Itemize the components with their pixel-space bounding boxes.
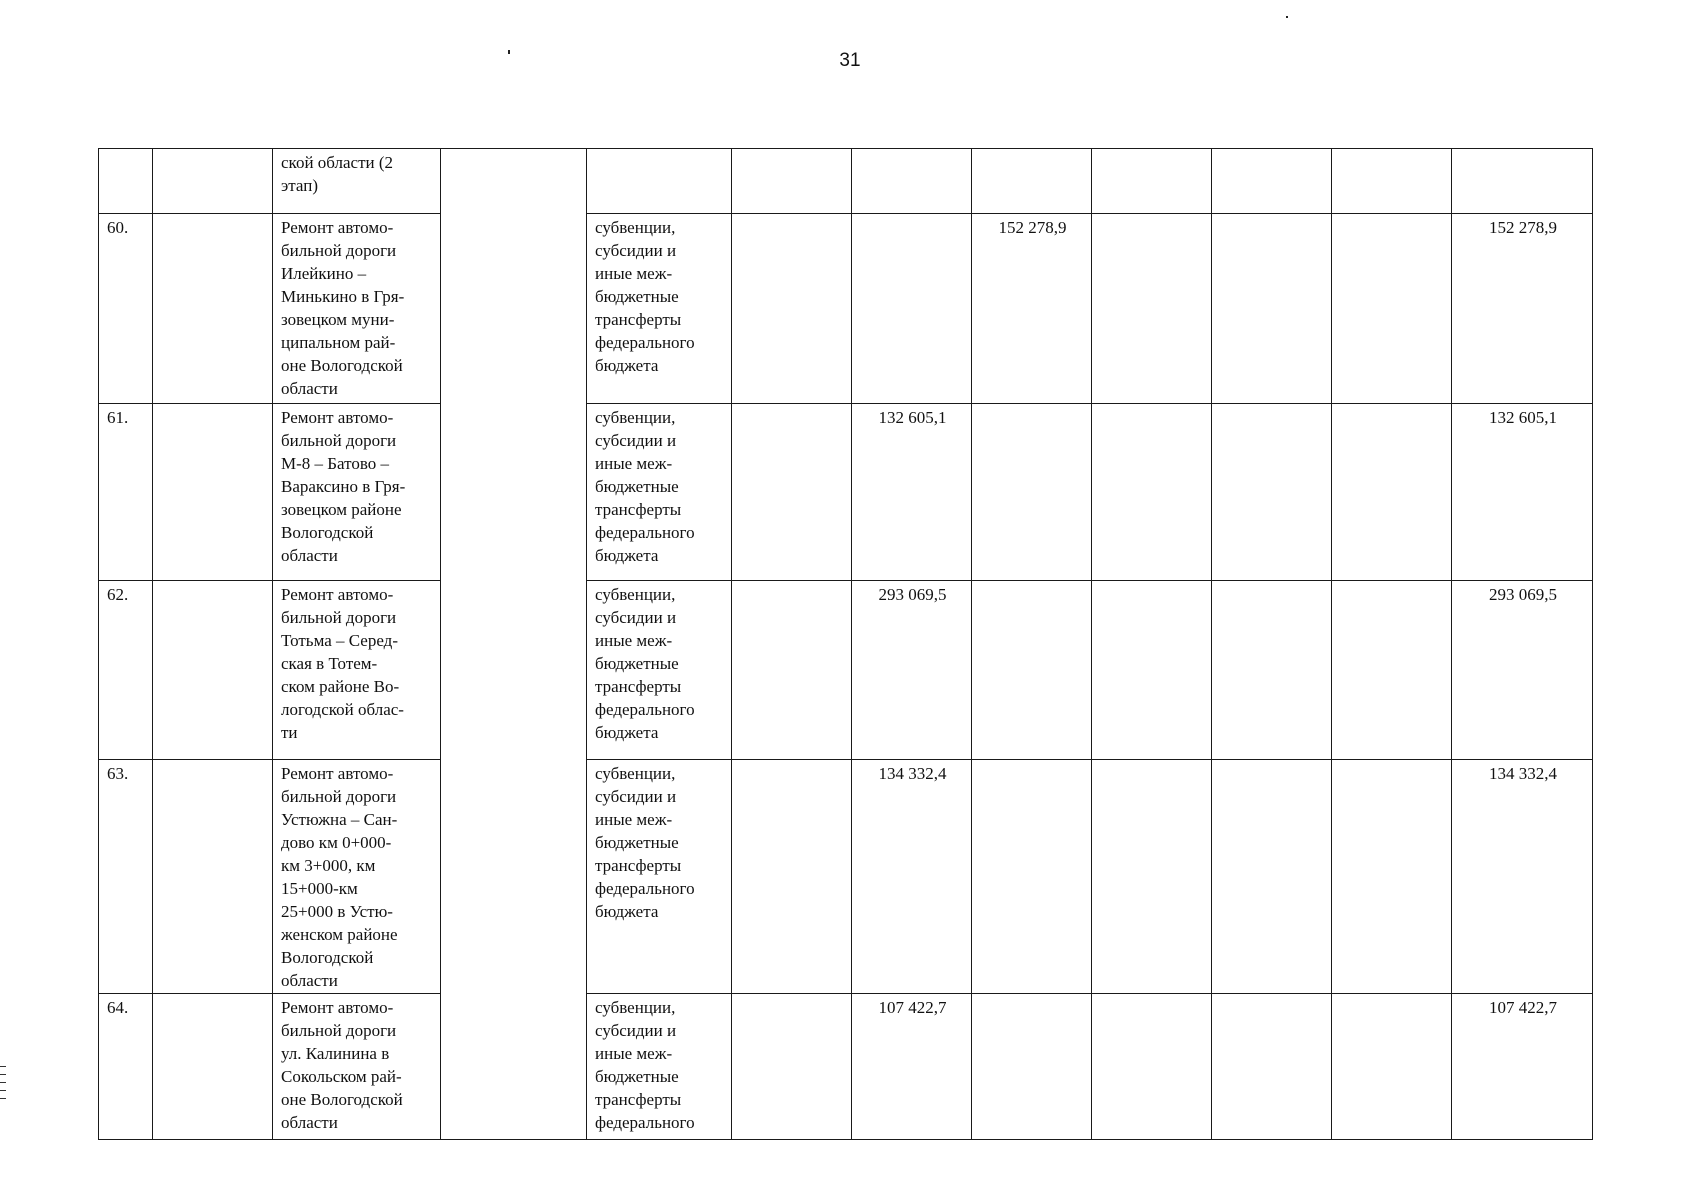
- funding-source-line: трансферты: [595, 500, 682, 519]
- empty-cell: [153, 760, 273, 994]
- object-name-line: Илейкино –: [281, 264, 367, 283]
- empty-cell: [1092, 581, 1212, 760]
- object-name-line: Сокольском рай-: [281, 1067, 402, 1086]
- total-amount-cell: 293 069,5: [1452, 581, 1593, 760]
- funding-source-line: бюджета: [595, 902, 659, 921]
- object-name-line: зовецком районе: [281, 500, 402, 519]
- funding-source-line: бюджетные: [595, 654, 679, 673]
- amount-cell: 152 278,9: [972, 214, 1092, 404]
- amount-cell: [852, 149, 972, 214]
- object-name-line: зовецком муни-: [281, 310, 395, 329]
- object-name-line: Ремонт автомо-: [281, 998, 394, 1017]
- funding-source-cell: [587, 404, 732, 581]
- empty-cell: [1332, 581, 1452, 760]
- object-name-line: Устюжна – Сан-: [281, 810, 398, 829]
- row-number-cell: [99, 994, 153, 1140]
- empty-cell: [1332, 149, 1452, 214]
- object-name-line: ской области (2: [281, 153, 394, 172]
- row-number-cell: [99, 404, 153, 581]
- object-name-cell: [273, 149, 441, 214]
- funding-source-line: федерального: [595, 879, 695, 898]
- empty-cell: [1332, 760, 1452, 994]
- empty-cell: [1092, 760, 1212, 994]
- amount-cell: [972, 149, 1092, 214]
- object-name-line: Ремонт автомо-: [281, 408, 394, 427]
- empty-cell: [153, 149, 273, 214]
- funding-source-line: бюджетные: [595, 287, 679, 306]
- merged-empty-column: [441, 149, 587, 1140]
- object-name-line: Ремонт автомо-: [281, 764, 394, 783]
- funding-source-line: федерального: [595, 1113, 695, 1132]
- empty-cell: [153, 404, 273, 581]
- object-name-cell: [273, 581, 441, 760]
- funding-source-line: субсидии и: [595, 241, 677, 260]
- scan-speck: [1286, 16, 1288, 18]
- amount-cell: [972, 581, 1092, 760]
- empty-cell: [1092, 149, 1212, 214]
- empty-cell: [732, 581, 852, 760]
- empty-cell: [732, 404, 852, 581]
- amount-cell: 107 422,7: [852, 994, 972, 1140]
- funding-source-line: бюджетные: [595, 477, 679, 496]
- table-row: [99, 404, 1593, 581]
- total-amount-cell: 134 332,4: [1452, 760, 1593, 994]
- object-name-line: 15+000-км: [281, 879, 358, 898]
- funding-source-line: бюджета: [595, 723, 659, 742]
- total-amount-cell: 152 278,9: [1452, 214, 1593, 404]
- total-amount-cell: 107 422,7: [1452, 994, 1593, 1140]
- row-number: 61.: [107, 408, 129, 427]
- empty-cell: [1332, 214, 1452, 404]
- object-name-line: женском районе: [281, 925, 398, 944]
- object-name-line: дово км 0+000-: [281, 833, 392, 852]
- funding-source-line: субвенции,: [595, 764, 676, 783]
- object-name-line: ти: [281, 723, 298, 742]
- row-number-cell: [99, 581, 153, 760]
- object-name-line: логодской облас-: [281, 700, 404, 719]
- object-name-line: оне Вологодской: [281, 356, 403, 375]
- object-name-line: ском районе Во-: [281, 677, 400, 696]
- funding-source-line: бюджета: [595, 356, 659, 375]
- budget-table: [98, 148, 1593, 1140]
- funding-source-cell: [587, 994, 732, 1140]
- object-name-line: оне Вологодской: [281, 1090, 403, 1109]
- funding-source-line: бюджетные: [595, 1067, 679, 1086]
- amount-cell: [972, 760, 1092, 994]
- object-name-line: Вараксино в Гря-: [281, 477, 406, 496]
- funding-source-line: иные меж-: [595, 454, 673, 473]
- funding-source-line: иные меж-: [595, 1044, 673, 1063]
- object-name-line: ул. Калинина в: [281, 1044, 390, 1063]
- object-name-line: области: [281, 546, 338, 565]
- empty-cell: [1212, 581, 1332, 760]
- empty-cell: [153, 994, 273, 1140]
- funding-source-line: трансферты: [595, 856, 682, 875]
- object-name-line: 25+000 в Устю-: [281, 902, 393, 921]
- object-name-line: бильной дороги: [281, 608, 397, 627]
- amount-cell: [972, 994, 1092, 1140]
- row-number-cell: [99, 214, 153, 404]
- object-name-line: бильной дороги: [281, 431, 397, 450]
- funding-source-cell: [587, 149, 732, 214]
- empty-cell: [153, 581, 273, 760]
- page-number: 31: [839, 50, 861, 71]
- funding-source-line: трансферты: [595, 677, 682, 696]
- row-number: 62.: [107, 585, 129, 604]
- row-number: 63.: [107, 764, 129, 783]
- funding-source-line: федерального: [595, 700, 695, 719]
- object-name-line: М-8 – Батово –: [281, 454, 390, 473]
- object-name-line: км 3+000, км: [281, 856, 376, 875]
- row-number-cell: [99, 760, 153, 994]
- object-name-line: этап): [281, 176, 319, 195]
- amount-cell: [972, 404, 1092, 581]
- funding-source-line: субсидии и: [595, 431, 677, 450]
- row-number: 60.: [107, 218, 129, 237]
- object-name-line: Вологодской: [281, 948, 374, 967]
- empty-cell: [732, 214, 852, 404]
- empty-cell: [1212, 149, 1332, 214]
- object-name-line: Вологодской: [281, 523, 374, 542]
- funding-source-line: бюджета: [595, 546, 659, 565]
- funding-source-line: субсидии и: [595, 787, 677, 806]
- funding-source-line: иные меж-: [595, 264, 673, 283]
- object-name-cell: [273, 760, 441, 994]
- funding-source-line: федерального: [595, 523, 695, 542]
- object-name-line: бильной дороги: [281, 1021, 397, 1040]
- table-row: [99, 760, 1593, 994]
- funding-source-line: субсидии и: [595, 1021, 677, 1040]
- funding-source-line: субвенции,: [595, 408, 676, 427]
- funding-source-line: субвенции,: [595, 218, 676, 237]
- funding-source-line: субвенции,: [595, 585, 676, 604]
- object-name-line: Ремонт автомо-: [281, 218, 394, 237]
- object-name-cell: [273, 994, 441, 1140]
- empty-cell: [1332, 404, 1452, 581]
- amount-cell: [852, 214, 972, 404]
- row-number-cell: [99, 149, 153, 214]
- funding-source-line: федерального: [595, 333, 695, 352]
- funding-source-line: бюджетные: [595, 833, 679, 852]
- row-number: 64.: [107, 998, 129, 1017]
- object-name-line: Минькино в Гря-: [281, 287, 405, 306]
- object-name-line: области: [281, 971, 338, 990]
- table-row: [99, 581, 1593, 760]
- empty-cell: [1332, 994, 1452, 1140]
- table-row: [99, 214, 1593, 404]
- empty-cell: [1092, 404, 1212, 581]
- amount-cell: 134 332,4: [852, 760, 972, 994]
- empty-cell: [1212, 214, 1332, 404]
- object-name-line: ципальном рай-: [281, 333, 396, 352]
- object-name-line: области: [281, 379, 338, 398]
- object-name-line: Тотьма – Серед-: [281, 631, 398, 650]
- funding-source-line: иные меж-: [595, 810, 673, 829]
- amount-cell: 132 605,1: [852, 404, 972, 581]
- empty-cell: [1092, 994, 1212, 1140]
- funding-source-cell: [587, 214, 732, 404]
- table-row: [99, 149, 1593, 214]
- object-name-line: области: [281, 1113, 338, 1132]
- table-body: [99, 149, 1593, 1140]
- empty-cell: [1212, 404, 1332, 581]
- total-amount-cell: 132 605,1: [1452, 404, 1593, 581]
- total-amount-cell: [1452, 149, 1593, 214]
- empty-cell: [1212, 760, 1332, 994]
- object-name-line: бильной дороги: [281, 241, 397, 260]
- amount-cell: 293 069,5: [852, 581, 972, 760]
- empty-cell: [732, 760, 852, 994]
- empty-cell: [153, 214, 273, 404]
- funding-source-line: субсидии и: [595, 608, 677, 627]
- object-name-line: Ремонт автомо-: [281, 585, 394, 604]
- funding-source-line: трансферты: [595, 310, 682, 329]
- empty-cell: [732, 994, 852, 1140]
- empty-cell: [1212, 994, 1332, 1140]
- empty-cell: [732, 149, 852, 214]
- funding-source-cell: [587, 760, 732, 994]
- scan-speck: [508, 50, 510, 54]
- object-name-cell: [273, 404, 441, 581]
- funding-source-line: трансферты: [595, 1090, 682, 1109]
- funding-source-line: иные меж-: [595, 631, 673, 650]
- object-name-cell: [273, 214, 441, 404]
- empty-cell: [1092, 214, 1212, 404]
- object-name-line: ская в Тотем-: [281, 654, 378, 673]
- object-name-line: бильной дороги: [281, 787, 397, 806]
- margin-tick-marks: [0, 1066, 6, 1106]
- funding-source-cell: [587, 581, 732, 760]
- table-row: [99, 994, 1593, 1140]
- funding-source-line: субвенции,: [595, 998, 676, 1017]
